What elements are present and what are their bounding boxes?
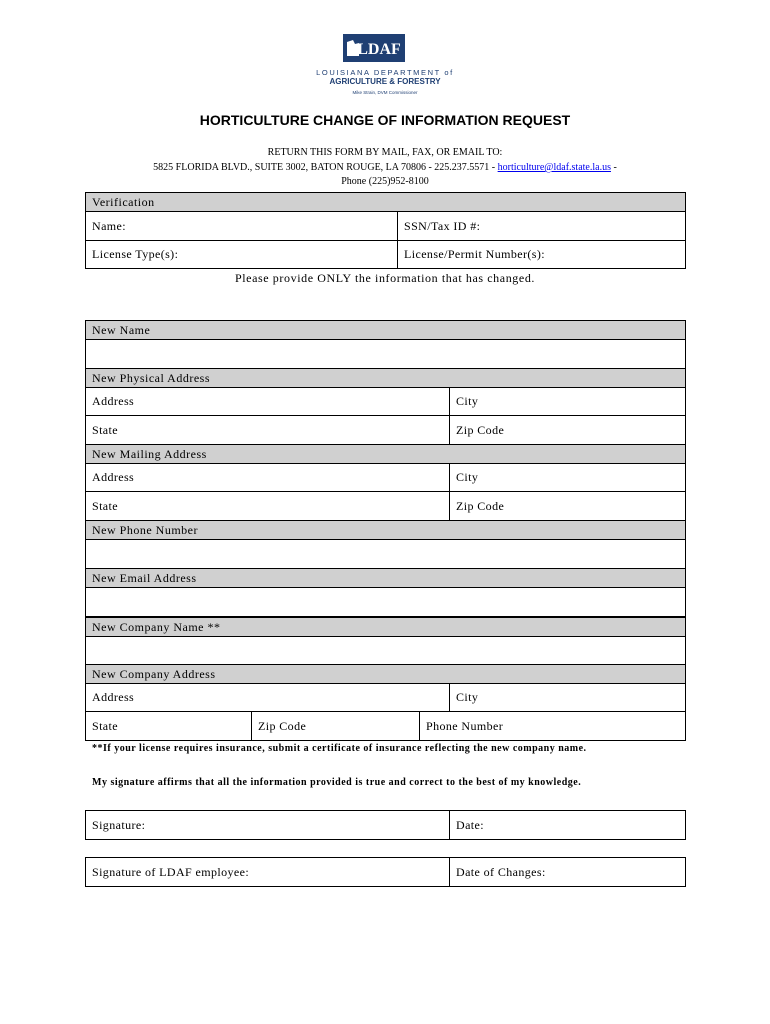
insurance-note: **If your license requires insurance, submit a certificate of insurance reflecting the new company name. — [92, 743, 587, 754]
company-row-1 — [86, 684, 685, 712]
svg-text:LDAF: LDAF — [357, 41, 401, 58]
new-name-section — [85, 320, 686, 369]
form-title: HORTICULTURE CHANGE OF INFORMATION REQUEST — [199, 112, 571, 128]
logo-line-3: Mike Strain, DVM Commissioner — [352, 90, 418, 95]
signature-date-field[interactable]: Date: — [449, 811, 685, 839]
physical-city-field[interactable]: City — [449, 388, 685, 415]
ssn-field[interactable]: SSN/Tax ID #: — [397, 212, 685, 240]
mailing-row-1 — [86, 464, 685, 492]
email-section — [85, 568, 686, 617]
mailing-address-section — [85, 444, 686, 521]
physical-zip-field[interactable]: Zip Code — [449, 416, 685, 444]
email-link[interactable]: horticulture@ldaf.state.la.us — [497, 162, 611, 173]
ldaf-signature-field[interactable]: Signature of LDAF employee: — [92, 864, 250, 879]
verification-row-2 — [86, 241, 685, 268]
company-name-header: New Company Name ** — [86, 618, 685, 637]
logo-line-2: AGRICULTURE & FORESTRY — [329, 77, 441, 86]
physical-address-field[interactable]: Address — [92, 394, 135, 408]
ldaf-logo — [300, 34, 470, 100]
phone-section — [85, 520, 686, 569]
license-type-field[interactable]: License Type(s): — [92, 247, 179, 261]
ldaf-signature-row — [86, 858, 685, 886]
physical-state-field[interactable]: State — [92, 422, 118, 437]
company-zip-field[interactable]: Zip Code — [251, 712, 419, 740]
signature-field[interactable]: Signature: — [92, 817, 146, 832]
ldaf-logo-mark — [343, 34, 405, 62]
company-address-header: New Company Address — [86, 665, 685, 684]
date-of-changes-field[interactable]: Date of Changes: — [449, 858, 685, 886]
instructions-line-1: RETURN THIS FORM BY MAIL, FAX, OR EMAIL TO: — [267, 147, 503, 158]
address-suffix: - — [610, 162, 617, 173]
physical-address-header: New Physical Address — [86, 369, 685, 388]
mailing-city-field[interactable]: City — [449, 464, 685, 491]
ldaf-signature-section — [85, 857, 686, 887]
company-address-section — [85, 664, 686, 741]
company-row-2 — [86, 712, 685, 740]
mailing-row-2 — [86, 492, 685, 520]
company-name-section — [85, 617, 686, 665]
mailing-state-field[interactable]: State — [92, 498, 118, 513]
mailing-address-header: New Mailing Address — [86, 445, 685, 464]
company-name-field[interactable] — [86, 637, 685, 664]
logo-line-1: LOUISIANA DEPARTMENT of — [316, 68, 454, 77]
instructions-line-2 — [0, 162, 770, 173]
phone-field[interactable] — [86, 540, 685, 568]
affirm-note: My signature affirms that all the information provided is true and correct to the best of my knowledge. — [92, 777, 582, 788]
physical-row-1 — [86, 388, 685, 416]
signature-row — [86, 811, 685, 839]
license-number-field[interactable]: License/Permit Number(s): — [397, 241, 685, 268]
company-address-field[interactable]: Address — [92, 690, 135, 704]
mailing-address-field[interactable]: Address — [92, 470, 135, 484]
new-name-field[interactable] — [86, 340, 685, 368]
verification-header: Verification — [86, 193, 685, 212]
instructions-line-3: Phone (225)952-8100 — [341, 176, 429, 187]
verification-row-1 — [86, 212, 685, 241]
signature-section — [85, 810, 686, 840]
mailing-zip-field[interactable]: Zip Code — [449, 492, 685, 520]
physical-row-2 — [86, 416, 685, 444]
email-header: New Email Address — [86, 569, 685, 588]
company-state-field[interactable]: State — [92, 718, 118, 733]
verification-section — [85, 192, 686, 269]
company-city-field[interactable]: City — [449, 684, 685, 711]
name-field[interactable]: Name: — [92, 218, 126, 233]
physical-address-section — [85, 368, 686, 445]
company-phone-field[interactable]: Phone Number — [419, 712, 685, 740]
phone-header: New Phone Number — [86, 521, 685, 540]
email-field[interactable] — [86, 588, 685, 616]
changed-note: Please provide ONLY the information that has changed. — [234, 271, 536, 285]
new-name-header: New Name — [86, 321, 685, 340]
address-text: 5825 FLORIDA BLVD., SUITE 3002, BATON ROUGE, LA 70806 - 225.237.5571 - — [153, 162, 498, 173]
